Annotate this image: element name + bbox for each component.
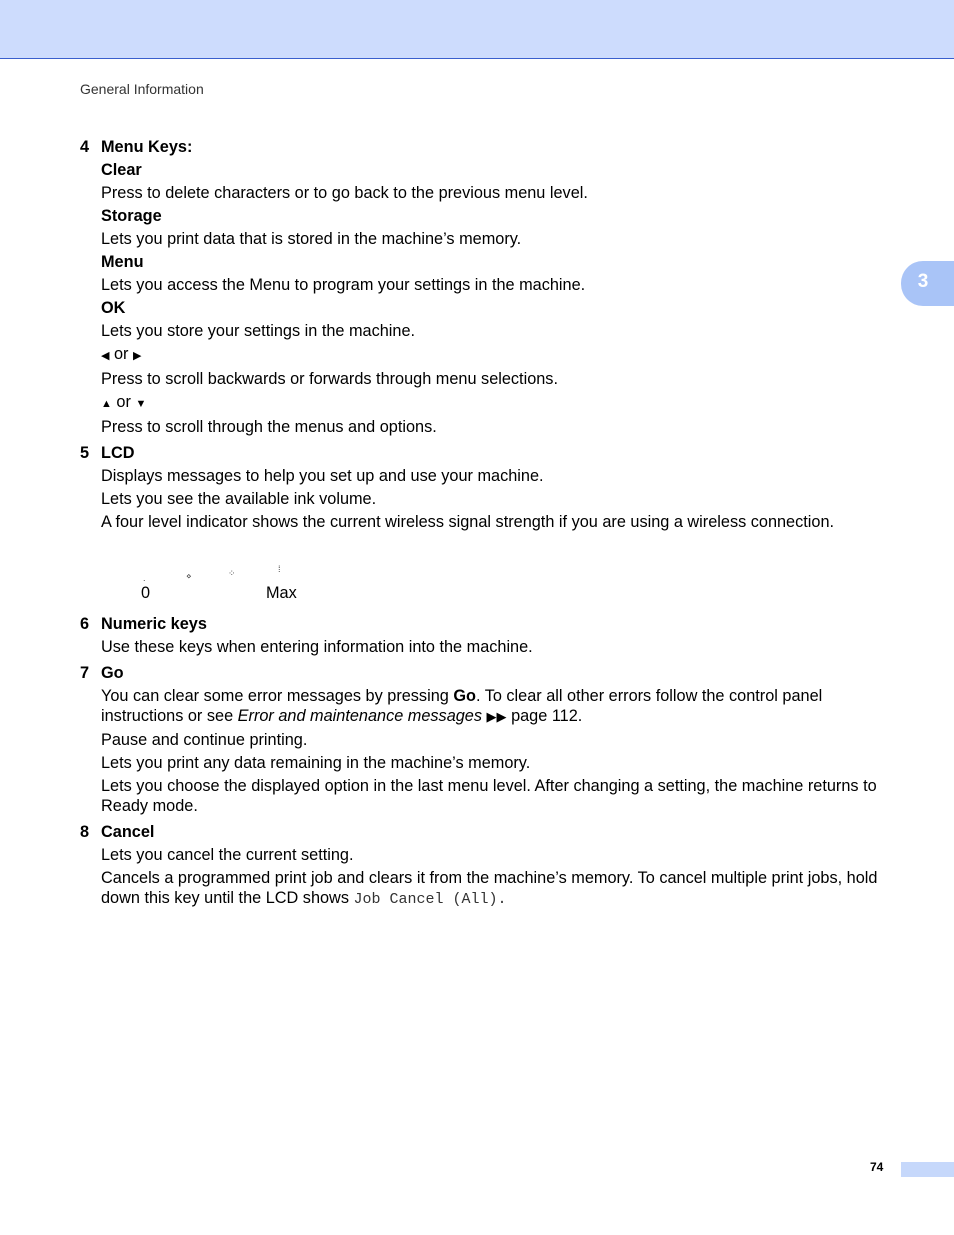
right-arrow-icon: ▶	[133, 350, 142, 362]
left-arrow-icon: ◀	[101, 350, 110, 362]
signal-min-label: 0	[141, 584, 151, 602]
go-para-2: Pause and continue printing.	[101, 731, 308, 749]
signal-2-icon: ⁘	[228, 568, 236, 578]
up-down-keys	[101, 392, 900, 414]
item-cancel	[80, 822, 900, 842]
signal-indicator	[101, 532, 900, 602]
lcd-line-3: A four level indicator shows the current wireless signal strength if you are using a wireless connection.	[101, 513, 835, 531]
storage-title: Storage	[101, 207, 162, 225]
menu-keys-body	[101, 160, 900, 437]
item-title: Menu Keys:	[101, 138, 193, 156]
down-arrow-icon: ▼	[135, 398, 147, 410]
item-title: LCD	[101, 444, 135, 462]
lcd-body	[101, 466, 900, 602]
ok-title: OK	[101, 299, 126, 317]
error-messages-link[interactable]: Error and maintenance messages	[237, 707, 483, 725]
ud-desc: Press to scroll through the menus and options.	[101, 418, 437, 436]
go-text: . To clear all other errors follow the control panel instructions or see	[101, 687, 823, 725]
clear-desc: Press to delete characters or to go back to the previous menu level.	[101, 184, 588, 202]
cancel-text: Cancels a programmed print job and clears it from the machine’s memory. To cancel multiple print jobs, hold down this key until the LCD shows	[101, 869, 878, 907]
item-number: 6	[80, 615, 90, 633]
item-lcd	[80, 443, 900, 463]
go-para-4: Lets you choose the displayed option in the last menu level. After changing a setting, the machine returns to Ready mode.	[101, 777, 877, 815]
clear-title: Clear	[101, 161, 142, 179]
menu-title: Menu	[101, 253, 144, 271]
go-body	[101, 686, 900, 816]
chapter-number: 3	[917, 271, 929, 292]
page-bar	[901, 1162, 954, 1177]
content	[80, 137, 900, 910]
ok-desc: Lets you store your settings in the machine.	[101, 322, 416, 340]
item-title: Numeric keys	[101, 615, 207, 633]
page-number: 74	[870, 1160, 884, 1174]
go-bold: Go	[453, 687, 476, 705]
item-number: 5	[80, 444, 90, 462]
go-para-1	[101, 686, 900, 727]
running-header: General Information	[80, 81, 204, 97]
cancel-para-1: Lets you cancel the current setting.	[101, 846, 354, 864]
ud-or: or	[116, 393, 131, 411]
cancel-body	[101, 845, 900, 910]
lr-desc: Press to scroll backwards or forwards through menu selections.	[101, 370, 558, 388]
item-go	[80, 663, 900, 683]
signal-1-icon: ⋄	[186, 571, 192, 581]
header-band	[0, 0, 954, 59]
lcd-line-2: Lets you see the available ink volume.	[101, 490, 377, 508]
cancel-text: .	[497, 891, 507, 908]
lcd-line-1: Displays messages to help you set up and use your machine.	[101, 467, 544, 485]
item-numeric-keys	[80, 614, 900, 634]
numeric-desc: Use these keys when entering information into the machine.	[101, 638, 533, 656]
item-number: 8	[80, 823, 90, 841]
numeric-body	[101, 637, 900, 657]
up-arrow-icon: ▲	[101, 398, 112, 410]
lr-or: or	[114, 345, 129, 363]
signal-3-icon: ⁞	[278, 564, 281, 574]
go-text: page 112.	[506, 707, 583, 725]
item-number: 4	[80, 138, 90, 156]
lcd-message: Job Cancel (All)	[353, 891, 498, 908]
go-para-3: Lets you print any data remaining in the machine’s memory.	[101, 754, 531, 772]
item-title: Go	[101, 664, 124, 682]
menu-desc: Lets you access the Menu to program your settings in the machine.	[101, 276, 586, 294]
storage-desc: Lets you print data that is stored in the machine’s memory.	[101, 230, 522, 248]
signal-max-label: Max	[266, 584, 297, 602]
left-right-keys	[101, 344, 900, 366]
signal-0-icon: .	[143, 573, 146, 583]
double-chevron-icon: ▶▶	[486, 709, 507, 724]
chapter-tab	[901, 261, 954, 306]
item-number: 7	[80, 664, 90, 682]
item-title: Cancel	[101, 823, 155, 841]
go-text: You can clear some error messages by pressing	[101, 687, 454, 705]
item-menu-keys	[80, 137, 900, 157]
cancel-para-2	[101, 868, 900, 910]
